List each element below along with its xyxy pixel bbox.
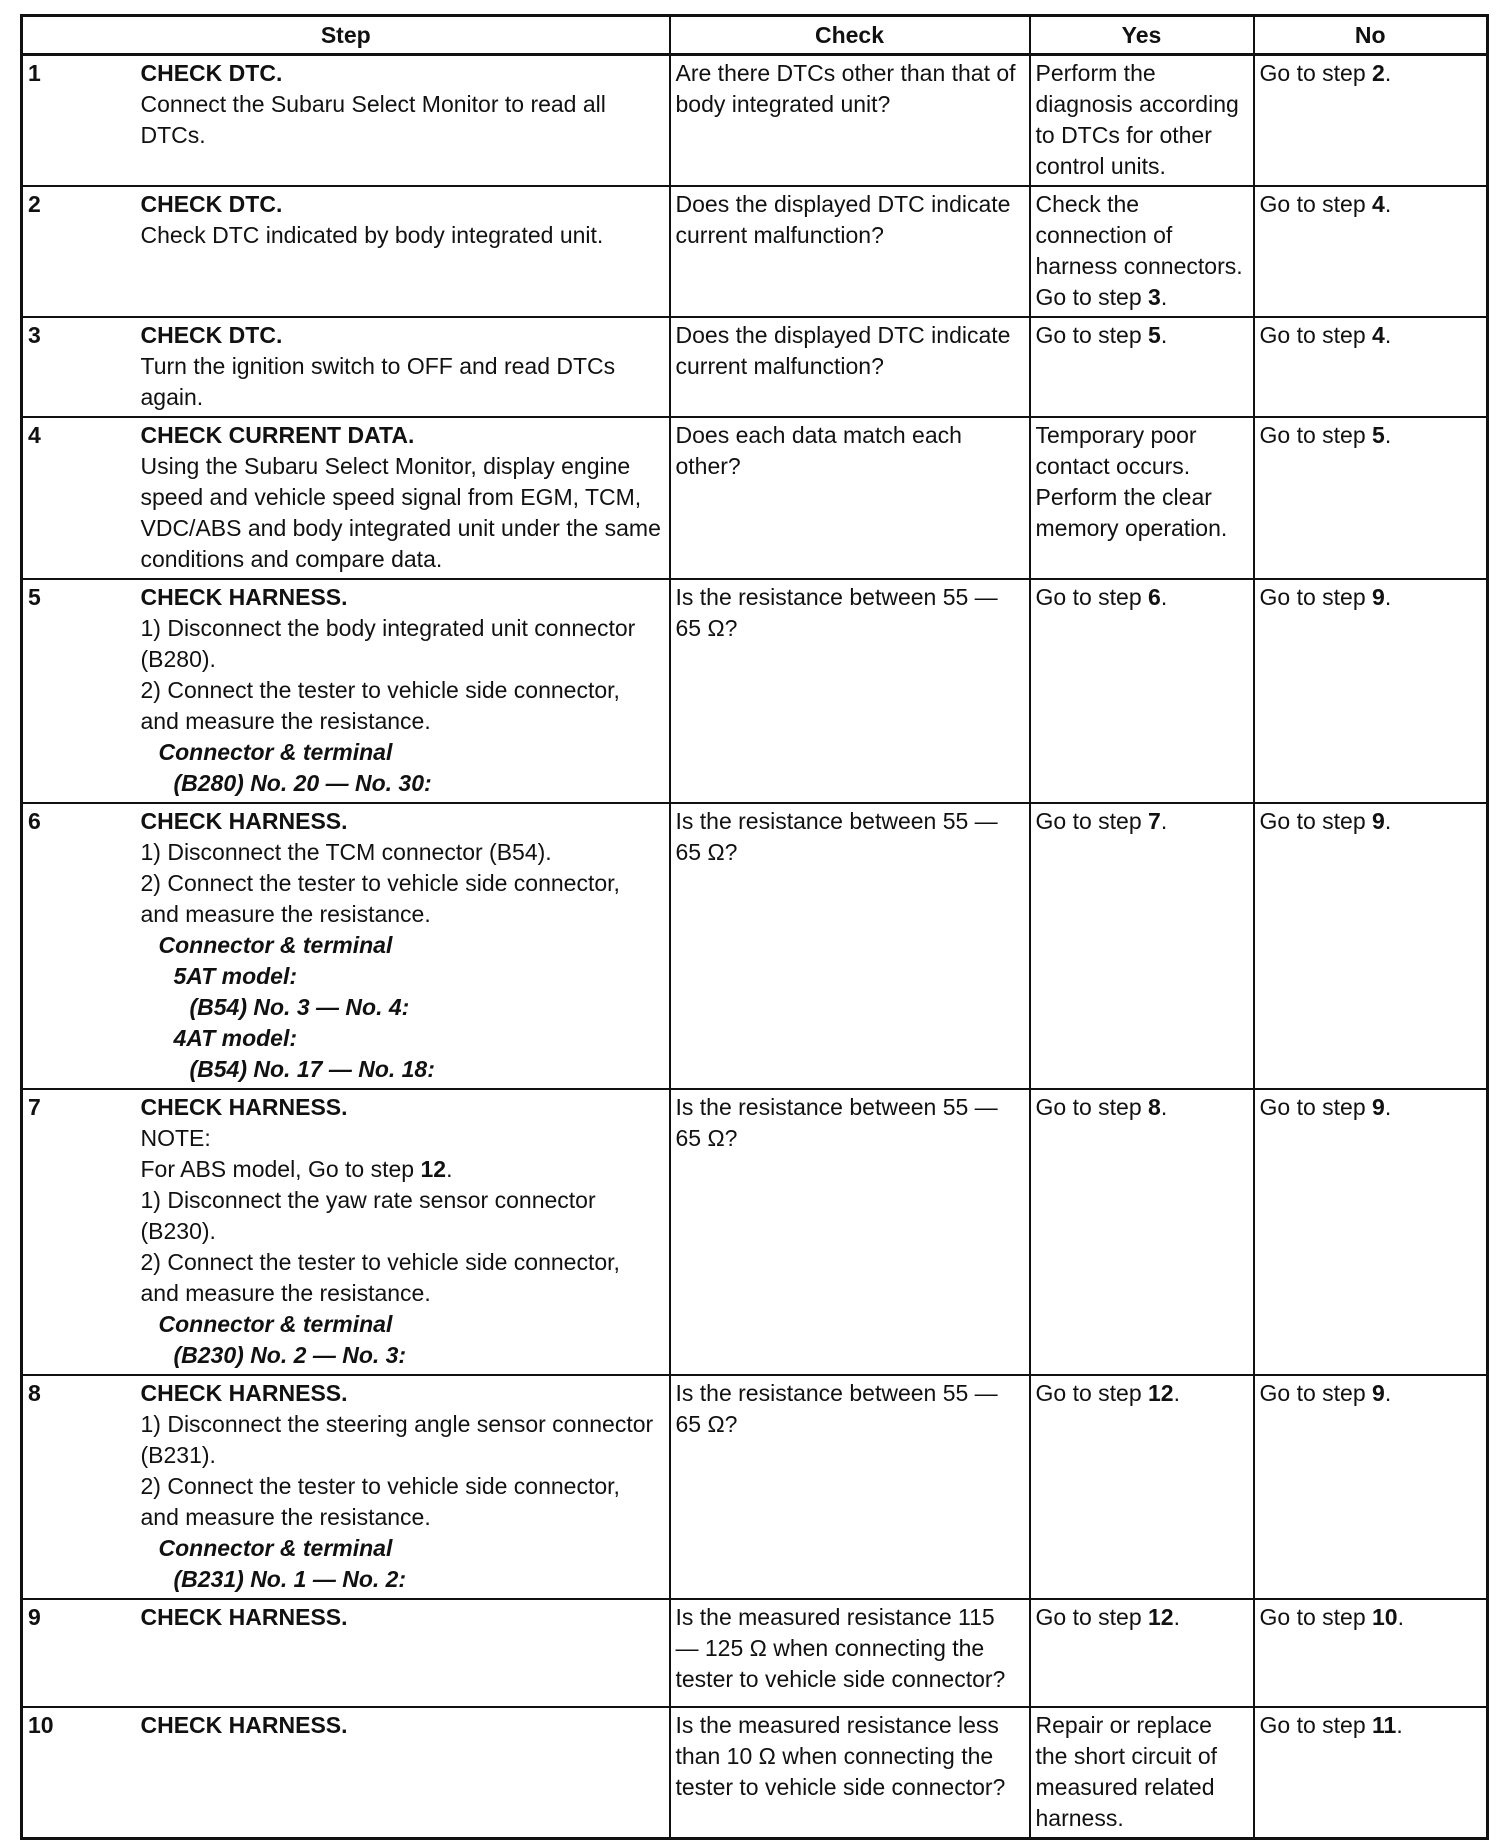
step-instruction-text: 1) Disconnect the body integrated unit connector (B280). [140,615,636,672]
yes-action [1030,1375,1254,1599]
step-instruction-text: NOTE: [140,1125,211,1151]
no-action [1254,55,1488,187]
yes-action [1030,186,1254,317]
table-row [22,803,1488,1089]
yes-goto-period: . [1160,584,1168,610]
step-number: 5 [22,579,136,803]
connector-terminal-label [141,1309,664,1340]
connector-terminal-label [141,930,664,961]
connector-terminal-spec-text: (B231) No. 1 — No. 2: [173,1566,407,1592]
no-goto-text: Go to step [1259,422,1373,448]
table-row [22,579,1488,803]
step-title: CHECK HARNESS. [140,1712,348,1738]
diagnostic-procedure-table [20,14,1489,1840]
no-action [1254,579,1488,803]
connector-terminal-spec [141,1340,664,1371]
step-instruction [141,1185,664,1247]
no-goto-step-number: 4 [1372,322,1385,348]
check-question: Is the measured resistance less than 10 Ω when connecting the tester to vehicle side connector? [670,1707,1030,1839]
no-goto-step-number: 10 [1372,1604,1398,1630]
no-goto-text: Go to step [1259,191,1373,217]
step-reference-number: 12 [420,1156,447,1182]
connector-terminal-spec-text: (B280) No. 20 — No. 30: [173,770,432,796]
yes-goto-text: Go to step [1035,322,1149,348]
step-number: 7 [22,1089,136,1375]
yes-goto-text: Go to step [1035,808,1149,834]
table-row [22,55,1488,187]
no-action [1254,803,1488,1089]
yes-goto-step-number: 7 [1148,808,1161,834]
yes-goto-step-number: 12 [1148,1380,1174,1406]
step-description [136,803,670,1089]
no-goto-step-number: 9 [1372,1380,1385,1406]
yes-action [1030,1089,1254,1375]
table-body [22,55,1488,1839]
no-goto-text: Go to step [1259,1094,1373,1120]
header-step: Step [22,16,670,55]
check-question: Is the resistance between 55 — 65 Ω? [670,1375,1030,1599]
no-action [1254,1375,1488,1599]
table-row [22,1707,1488,1839]
yes-goto-text: Go to step [1035,1380,1149,1406]
step-instruction [141,351,664,413]
yes-goto-step-number: 3 [1148,284,1161,310]
yes-goto-period: . [1160,1094,1168,1120]
step-instruction [141,1247,664,1309]
step-instruction [141,89,664,151]
no-goto-text: Go to step [1259,1712,1373,1738]
table-row [22,1089,1488,1375]
no-goto-step-number: 4 [1372,191,1385,217]
step-number: 6 [22,803,136,1089]
yes-action [1030,803,1254,1089]
table-row [22,1599,1488,1707]
no-goto-period: . [1384,322,1392,348]
header-yes: Yes [1030,16,1254,55]
no-goto-text: Go to step [1259,60,1373,86]
step-description [136,55,670,187]
connector-terminal-label [141,1533,664,1564]
connector-terminal-spec [141,1564,664,1595]
connector-terminal-spec [141,1054,664,1085]
yes-action: Repair or replace the short circuit of measured related harness. [1030,1707,1254,1839]
no-goto-period: . [1384,60,1392,86]
check-question: Is the resistance between 55 — 65 Ω? [670,803,1030,1089]
step-title: CHECK HARNESS. [140,1380,348,1406]
step-instruction-text: 2) Connect the tester to vehicle side connector, and measure the resistance. [140,1249,620,1306]
no-goto-period: . [1384,1380,1392,1406]
no-goto-period: . [1384,584,1392,610]
yes-goto-period: . [1160,808,1168,834]
yes-goto-text: Go to step [1035,584,1149,610]
check-question: Is the resistance between 55 — 65 Ω? [670,1089,1030,1375]
step-description [136,1375,670,1599]
table-row [22,186,1488,317]
yes-goto-text: Go to step [1035,1604,1149,1630]
no-goto-text: Go to step [1259,1380,1373,1406]
yes-action [1030,579,1254,803]
no-goto-period: . [1396,1712,1403,1738]
table-header-row [22,16,1488,55]
step-instruction [141,868,664,930]
connector-terminal-label-text: Connector & terminal [158,1535,393,1561]
no-action [1254,317,1488,417]
connector-terminal-spec [141,992,664,1023]
yes-action: Perform the diagnosis according to DTCs for other control units. [1030,55,1254,187]
yes-goto-step-number: 6 [1148,584,1161,610]
step-instruction-text: 2) Connect the tester to vehicle side connector, and measure the resistance. [140,870,620,927]
step-description [136,186,670,317]
yes-action [1030,1599,1254,1707]
no-goto-step-number: 9 [1372,808,1385,834]
check-question: Are there DTCs other than that of body integrated unit? [670,55,1030,187]
no-action [1254,1707,1488,1839]
connector-terminal-spec [141,1023,664,1054]
step-number: 2 [22,186,136,317]
step-instruction-text: Connect the Subaru Select Monitor to read all DTCs. [140,91,606,148]
step-title: CHECK HARNESS. [140,1604,348,1630]
no-action [1254,417,1488,579]
yes-goto-period: . [1173,1380,1180,1406]
step-description [136,579,670,803]
no-goto-period: . [1384,1094,1392,1120]
connector-terminal-label-text: Connector & terminal [158,739,393,765]
step-number: 4 [22,417,136,579]
check-question: Is the resistance between 55 — 65 Ω? [670,579,1030,803]
no-goto-text: Go to step [1259,808,1373,834]
connector-terminal-spec-text: 4AT model: [173,1025,298,1051]
step-title: CHECK HARNESS. [140,808,348,834]
header-no: No [1254,16,1488,55]
step-instruction [141,837,664,868]
no-goto-text: Go to step [1259,322,1373,348]
check-question: Is the measured resistance 115 — 125 Ω when connecting the tester to vehicle side connector? [670,1599,1030,1707]
no-goto-step-number: 2 [1372,60,1385,86]
step-instruction-text: 2) Connect the tester to vehicle side connector, and measure the resistance. [140,677,620,734]
step-description [136,1707,670,1839]
connector-terminal-spec-text: (B54) No. 17 — No. 18: [189,1056,435,1082]
connector-terminal-spec [141,768,664,799]
step-instruction-text: Using the Subaru Select Monitor, display engine speed and vehicle speed signal from EGM, TCM, VDC/ABS and body integrated unit under the same conditions and compare data. [140,453,661,572]
table-row [22,317,1488,417]
step-description [136,317,670,417]
step-instruction [141,1154,664,1185]
yes-goto-text: Go to step [1035,1094,1149,1120]
no-action [1254,1599,1488,1707]
connector-terminal-spec-text: 5AT model: [173,963,298,989]
step-title: CHECK HARNESS. [140,584,348,610]
step-number: 10 [22,1707,136,1839]
yes-goto-step-number: 5 [1148,322,1161,348]
step-number: 3 [22,317,136,417]
no-action [1254,1089,1488,1375]
table-row [22,1375,1488,1599]
no-goto-text: Go to step [1259,1604,1373,1630]
step-number: 1 [22,55,136,187]
step-instruction-text: Check DTC indicated by body integrated unit. [140,222,604,248]
step-description [136,1089,670,1375]
connector-terminal-label-text: Connector & terminal [158,932,393,958]
yes-action: Temporary poor contact occurs. Perform the clear memory operation. [1030,417,1254,579]
yes-goto-period: . [1160,322,1168,348]
step-instruction [141,675,664,737]
no-goto-period: . [1397,1604,1404,1630]
step-instruction [141,1409,664,1471]
step-number: 9 [22,1599,136,1707]
no-goto-text: Go to step [1259,584,1373,610]
connector-terminal-spec [141,961,664,992]
yes-action [1030,317,1254,417]
check-question: Does each data match each other? [670,417,1030,579]
step-instruction [141,220,664,251]
step-instruction-text: 1) Disconnect the TCM connector (B54). [140,839,552,865]
no-goto-period: . [1384,808,1392,834]
step-description [136,1599,670,1707]
check-question: Does the displayed DTC indicate current malfunction? [670,317,1030,417]
step-title: CHECK CURRENT DATA. [140,422,415,448]
step-title: CHECK DTC. [140,322,283,348]
check-question: Does the displayed DTC indicate current malfunction? [670,186,1030,317]
header-check: Check [670,16,1030,55]
step-instruction [141,1123,664,1154]
no-action [1254,186,1488,317]
step-instruction-text: For ABS model, Go to step [140,1156,421,1182]
step-title: CHECK HARNESS. [140,1094,348,1120]
step-description [136,417,670,579]
no-goto-step-number: 5 [1372,422,1385,448]
step-instruction-text: 1) Disconnect the steering angle sensor connector (B231). [140,1411,654,1468]
no-goto-step-number: 9 [1372,1094,1385,1120]
connector-terminal-label-text: Connector & terminal [158,1311,393,1337]
step-title: CHECK DTC. [140,191,283,217]
connector-terminal-spec-text: (B54) No. 3 — No. 4: [189,994,410,1020]
step-title: CHECK DTC. [140,60,283,86]
yes-goto-text: Check the connection of harness connectors. Go to step [1035,191,1243,310]
no-goto-period: . [1384,422,1392,448]
yes-goto-period: . [1173,1604,1180,1630]
yes-goto-period: . [1160,284,1168,310]
table-row [22,417,1488,579]
step-instruction [141,1471,664,1533]
no-goto-period: . [1384,191,1392,217]
connector-terminal-label [141,737,664,768]
step-instruction-text: 2) Connect the tester to vehicle side connector, and measure the resistance. [140,1473,620,1530]
yes-goto-step-number: 8 [1148,1094,1161,1120]
yes-goto-step-number: 12 [1148,1604,1174,1630]
step-reference-period: . [446,1156,453,1182]
connector-terminal-spec-text: (B230) No. 2 — No. 3: [173,1342,407,1368]
step-instruction [141,451,664,575]
step-number: 8 [22,1375,136,1599]
no-goto-step-number: 9 [1372,584,1385,610]
step-instruction [141,613,664,675]
no-goto-step-number: 11 [1372,1712,1397,1738]
step-instruction-text: 1) Disconnect the yaw rate sensor connector (B230). [140,1187,596,1244]
step-instruction-text: Turn the ignition switch to OFF and read DTCs again. [140,353,616,410]
